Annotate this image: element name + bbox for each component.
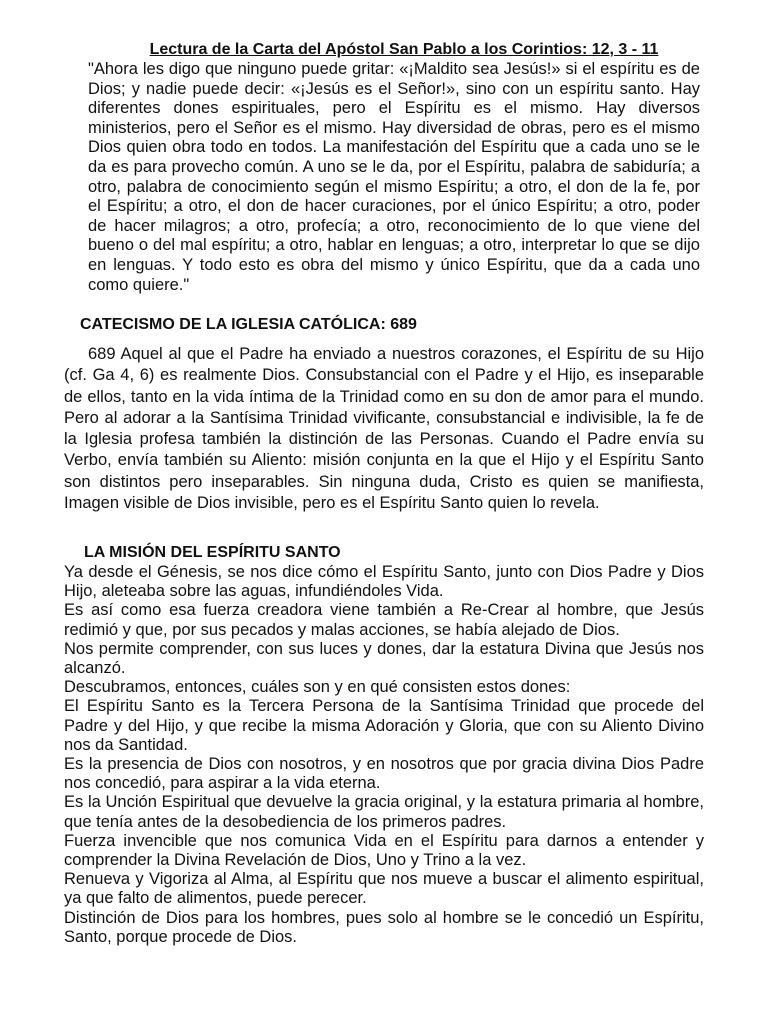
reading-text: "Ahora les digo que ninguno puede gritar: «¡Maldito sea Jesús!» si el espíritu es de Dios; y nadie puede decir: «¡Jesús es el Señor!», sino con un espíritu santo. Hay diferentes dones espirituales, pero el Espíritu es el mismo. Hay diversos ministerios, pero el Señor es el mismo. Hay diversidad de obras, pero es el mismo Dios quien obra todo en todos. La manifestación del Espíritu que a cada uno se le da es para provecho común. A uno se le da, por el Espíritu, palabra de sabiduría; a otro, palabra de conocimiento según el mismo Espíritu; a otro, el don de la fe, por el Espíritu; a otro, el don de hacer curaciones, por el único Espíritu; a otro, poder de hacer milagros; a otro, profecía; a otro, reconocimiento de lo que viene del bueno o del mal espíritu; a otro, hablar en lenguas; a otro, interpretar lo que se dijo en lenguas. Y todo esto es obra del mismo y único Espíritu, que da a cada uno como quiere." (88, 60, 700, 294)
mission-paragraph: Es la presencia de Dios con nosotros, y en nosotros que por gracia divina Dios Padre nos concedió, para aspirar a la vida eterna. (64, 755, 704, 793)
mission-paragraph: Es así como esa fuerza creadora viene también a Re-Crear al hombre, que Jesús redimió y que, por sus pecados y malas acciones, se había alejado de Dios. (64, 601, 704, 639)
catechism-text: 689 Aquel al que el Padre ha enviado a nuestros corazones, el Espíritu de su Hijo (cf. Ga 4, 6) es realmente Dios. Consubstancial con el Padre y el Hijo, es inseparable de ellos, tanto en la vida íntima de la Trinidad como en su don de amor para el mundo. Pero al adorar a la Santísima Trinidad vivificante, consubstancial e indivisible, la fe de la Iglesia profesa también la distinción de las Personas. Cuando el Padre envía su Verbo, envía también su Aliento: misión conjunta en la que el Hijo y el Espíritu Santo son distintos pero inseparables. Sin ninguna duda, Cristo es quien se manifiesta, Imagen visible de Dios invisible, pero es el Espíritu Santo quien lo revela. (64, 345, 704, 513)
mission-paragraph: Fuerza invencible que nos comunica Vida en el Espíritu para darnos a entender y comprender la Divina Revelación de Dios, Uno y Trino a la vez. (64, 831, 704, 870)
mission-paragraph: Nos permite comprender, con sus luces y dones, dar la estatura Divina que Jesús nos alcanzó. (64, 639, 704, 678)
catechism-heading: CATECISMO DE LA IGLESIA CATÓLICA: 689 (80, 316, 417, 333)
mission-paragraph: Renueva y Vigoriza al Alma, al Espíritu que nos mueve a buscar el alimento espiritual, ya que falto de alimentos, puede perecer. (64, 870, 704, 908)
mission-heading: LA MISIÓN DEL ESPÍRITU SANTO (84, 544, 341, 561)
mission-paragraph: Es la Unción Espiritual que devuelve la gracia original, y la estatura primaria al hombre, que tenía antes de la desobediencia de los primeros padres. (64, 793, 704, 831)
mission-body (64, 563, 704, 947)
mission-paragraph: Distinción de Dios para los hombres, pues solo al hombre se le concedió un Espíritu, Santo, porque procede de Dios. (64, 908, 704, 946)
mission-paragraph: Descubramos, entonces, cuáles son y en qué consisten estos dones: (64, 678, 571, 697)
reading-title: Lectura de la Carta del Apóstol San Pablo a los Corintios: 12, 3 - 11 (149, 41, 659, 58)
mission-paragraph: Ya desde el Génesis, se nos dice cómo el Espíritu Santo, junto con Dios Padre y Dios Hijo, aleteaba sobre las aguas, infundiéndoles Vida. (64, 563, 704, 601)
mission-paragraph: El Espíritu Santo es la Tercera Persona de la Santísima Trinidad que procede del Padre y del Hijo, y que recibe la misma Adoración y Gloria, que con su Aliento Divino nos da Santidad. (64, 697, 704, 754)
